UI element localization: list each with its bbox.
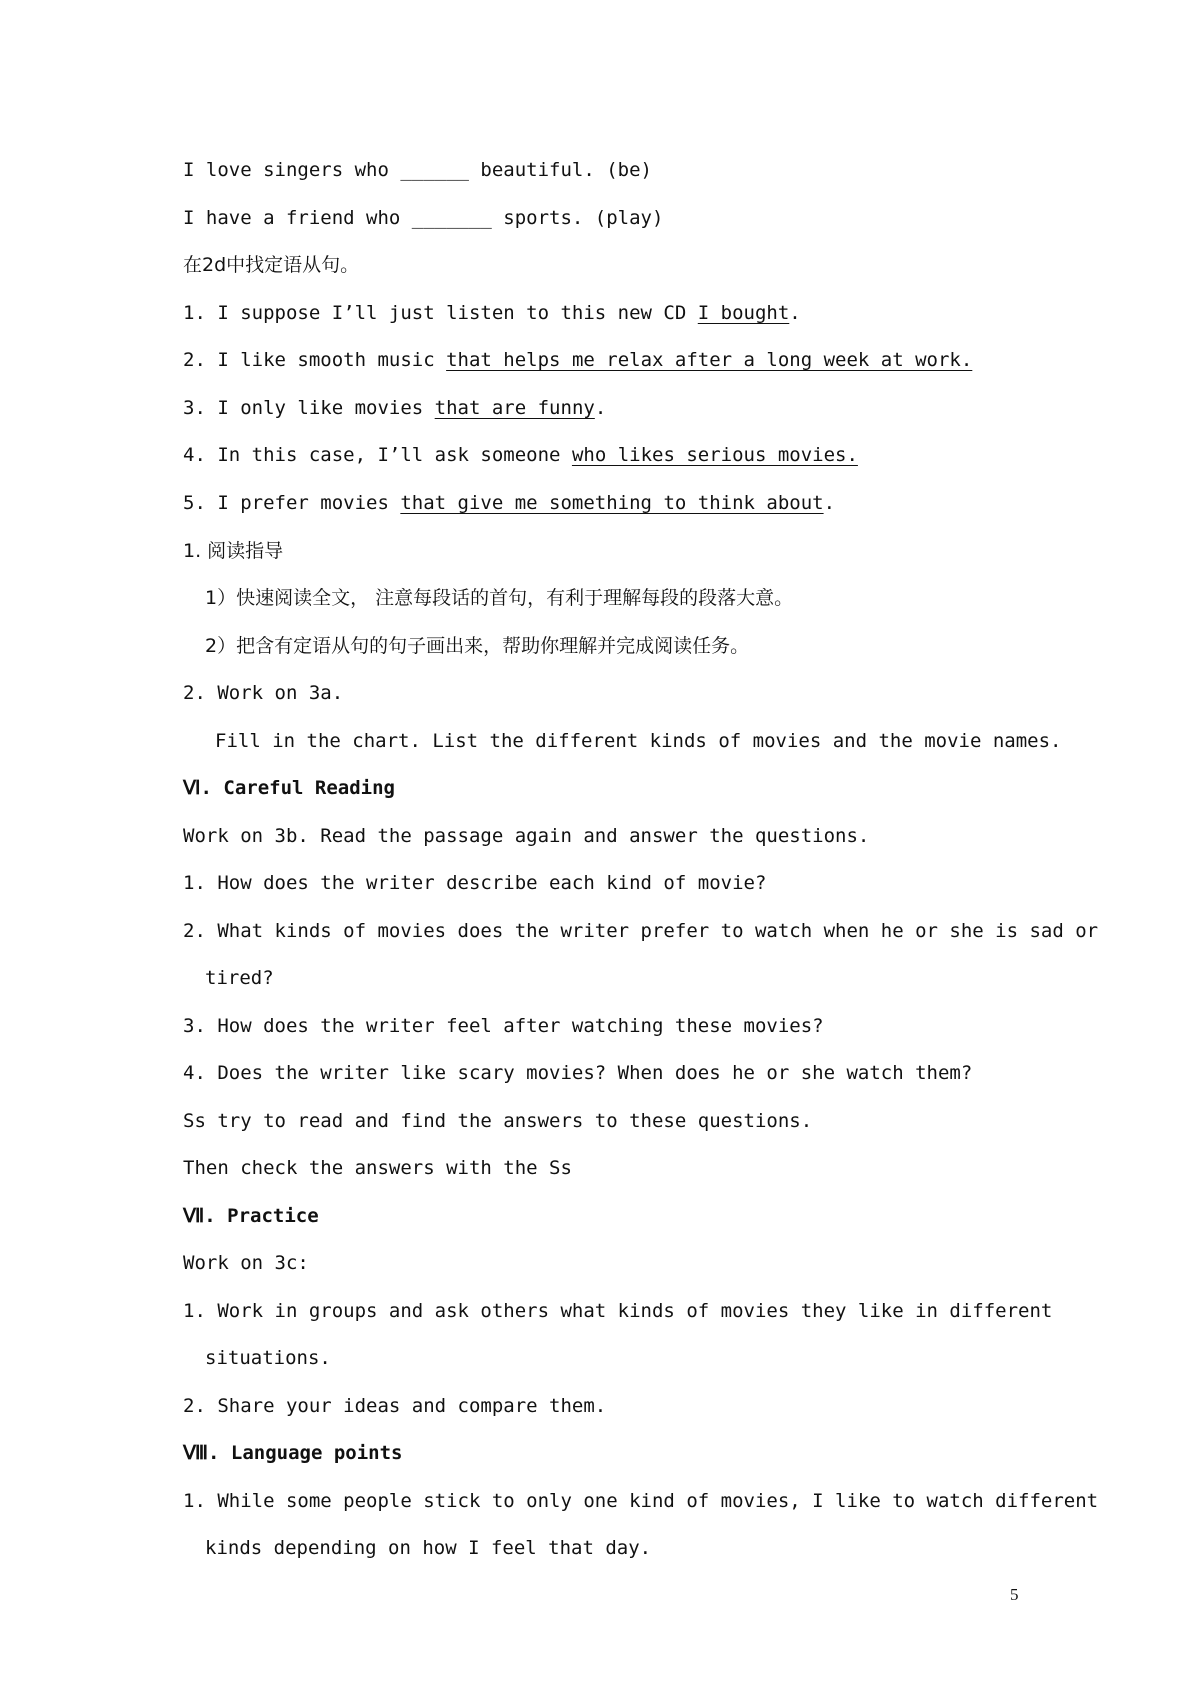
clause-sentence-2: 2. I like smooth music that helps me relax after a long week at work. — [183, 349, 973, 371]
work-3a: 2. Work on 3a. — [183, 682, 344, 704]
question-1: 1. How does the writer describe each kind of movie? — [183, 872, 767, 894]
practice-item-1: 1. Work in groups and ask others what kinds of movies they like in different — [183, 1300, 1053, 1322]
clause-5-underlined: that give me something to think about — [400, 492, 824, 514]
clause-sentence-5: 5. I prefer movies that give me something to think about. — [183, 492, 836, 514]
work-3b: Work on 3b. Read the passage again and answer the questions. — [183, 825, 870, 847]
page-number: 5 — [1010, 1585, 1019, 1604]
language-point-1: 1. While some people stick to only one kind of movies, I like to watch different — [183, 1490, 1099, 1512]
reading-guide-heading: 1. 阅读指导 — [183, 540, 284, 562]
question-4: 4. Does the writer like scary movies? When does he or she watch them? — [183, 1062, 973, 1084]
students-instruction: Ss try to read and find the answers to these questions. — [183, 1110, 813, 1132]
practice-item-2: 2. Share your ideas and compare them. — [183, 1395, 607, 1417]
clause-sentence-4: 4. In this case, I’ll ask someone who likes serious movies. — [183, 444, 858, 466]
practice-item-1-continued: situations. — [205, 1347, 331, 1369]
exercise-line-1: I love singers who ______ beautiful. (be) — [183, 159, 652, 181]
language-point-1-continued: kinds depending on how I feel that day. — [205, 1537, 652, 1559]
question-2: 2. What kinds of movies does the writer prefer to watch when he or she is sad or — [183, 920, 1099, 942]
clause-sentence-1: 1. I suppose I’ll just listen to this new CD I bought. — [183, 302, 801, 324]
question-2-continued: tired? — [205, 967, 274, 989]
instruction-find-clauses: 在2d中找定语从句。 — [183, 254, 360, 276]
reading-guide-step-1: 1）快速阅读全文， 注意每段话的首句，有利于理解每段的段落大意。 — [205, 587, 794, 609]
section-heading-language-points: Ⅷ. Language points — [183, 1442, 403, 1464]
clause-4-underlined: who likes serious movies. — [571, 444, 858, 466]
section-heading-practice: Ⅶ. Practice — [183, 1205, 319, 1227]
section-heading-careful-reading: Ⅵ. Careful Reading — [183, 777, 395, 799]
check-answers: Then check the answers with the Ss — [183, 1157, 572, 1179]
reading-guide-step-2: 2）把含有定语从句的句子画出来，帮助你理解并完成阅读任务。 — [205, 635, 750, 657]
clause-2-underlined: that helps me relax after a long week at work. — [446, 349, 973, 371]
clause-sentence-3: 3. I only like movies that are funny. — [183, 397, 607, 419]
work-3c: Work on 3c: — [183, 1252, 309, 1274]
exercise-line-2: I have a friend who _______ sports. (play) — [183, 207, 664, 229]
clause-1-underlined: I bought — [697, 302, 790, 324]
clause-3-underlined: that are funny — [434, 397, 595, 419]
question-3: 3. How does the writer feel after watching these movies? — [183, 1015, 824, 1037]
work-3a-instruction: Fill in the chart. List the different kinds of movies and the movie names. — [215, 730, 1062, 752]
